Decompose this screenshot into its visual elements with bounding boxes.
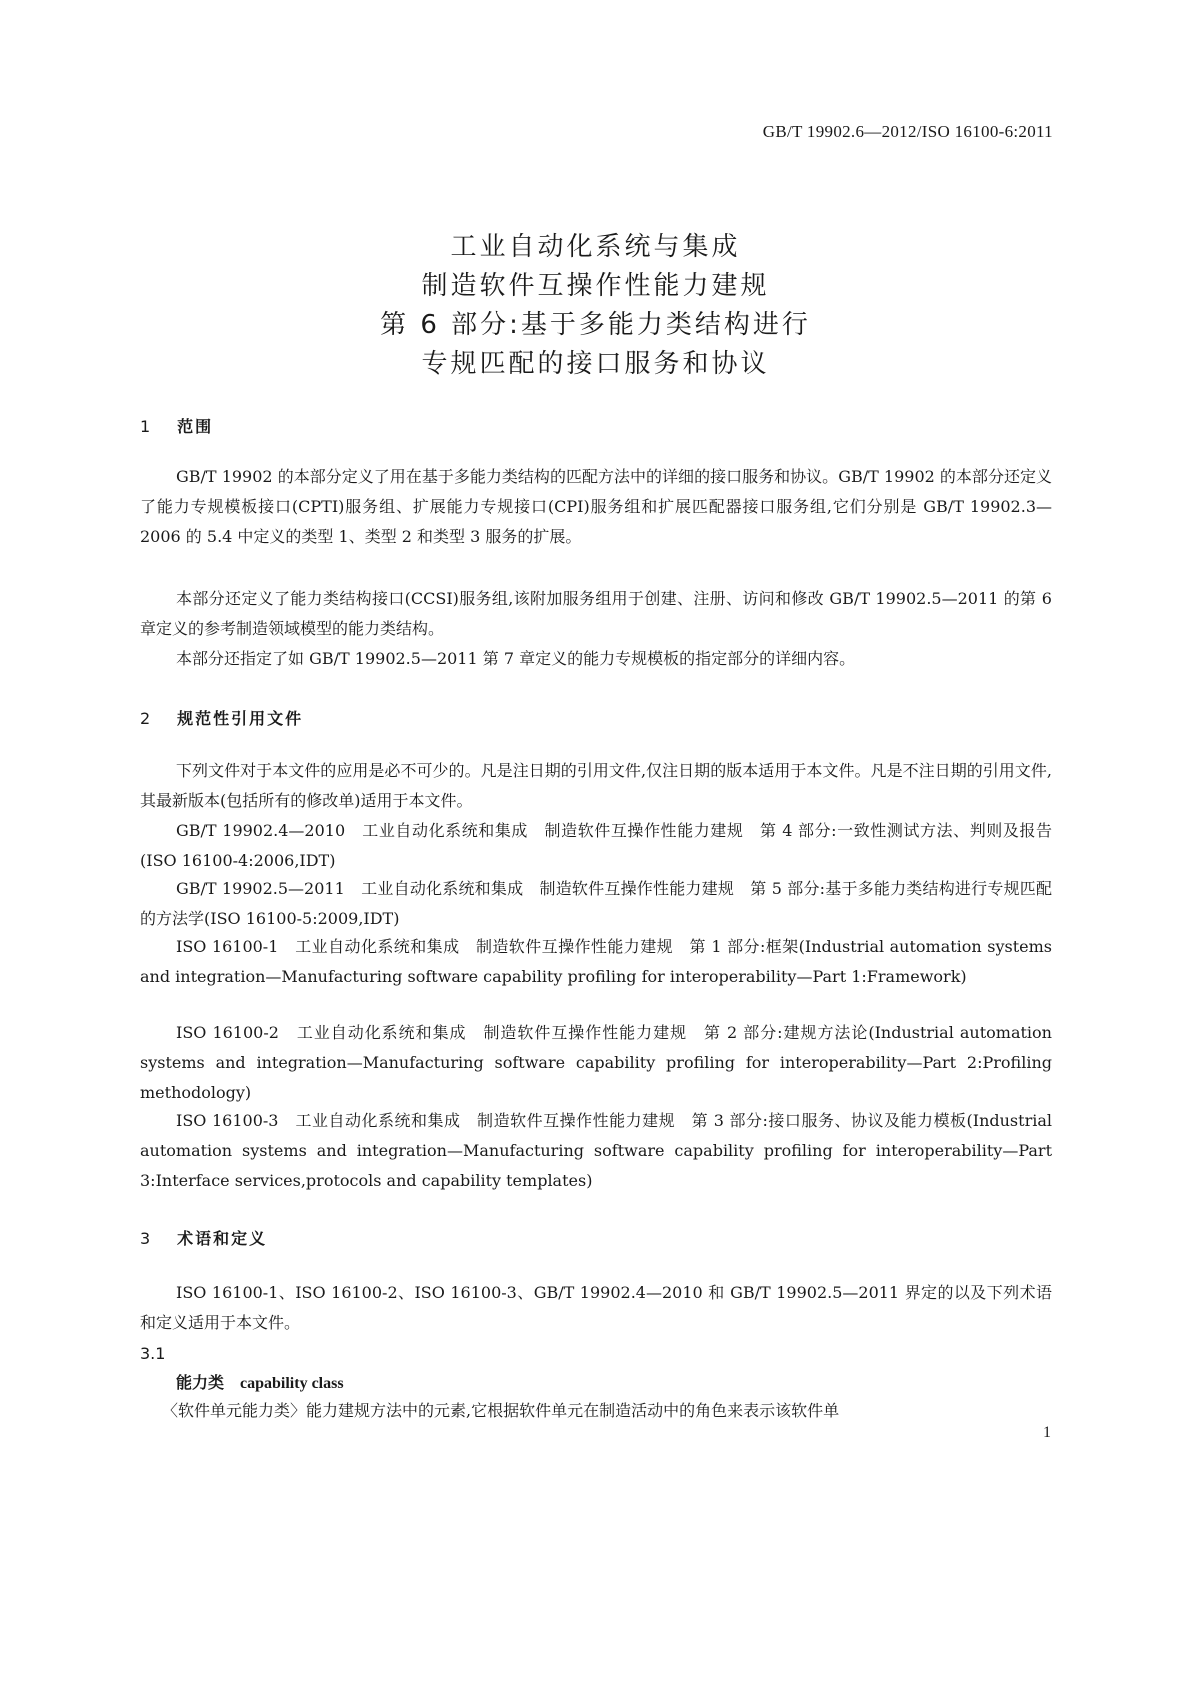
section-1-title: 范围 <box>177 417 214 436</box>
term-chinese: 能力类 <box>176 1373 225 1392</box>
document-title <box>0 228 1191 384</box>
term-definition: 〈软件单元能力类〉能力建规方法中的元素,它根据软件单元在制造活动中的角色来表示该软件单 <box>162 1401 840 1420</box>
section-1-number: 1 <box>140 417 153 436</box>
section-2-heading <box>140 706 303 729</box>
section-1-paragraph-2: 本部分还定义了能力类结构接口(CCSI)服务组,该附加服务组用于创建、注册、访问和修改 GB/T 19902.5—2011 的第 6 章定义的参考制造领域模型的能力类结构。 <box>140 589 1052 638</box>
normative-reference-4: ISO 16100-2 工业自动化系统和集成 制造软件互操作性能力建规 第 2 部分:建规方法论(Industrial automation systems and integration—Manufacturing software capability profiling for interoperability—Part 2:Profiling methodology) <box>140 1023 1052 1102</box>
term-entry <box>176 1370 344 1393</box>
section-3-heading <box>140 1226 267 1249</box>
standard-number-header: GB/T 19902.6—2012/ISO 16100-6:2011 <box>762 122 1053 141</box>
section-2-title: 规范性引用文件 <box>177 709 304 728</box>
page-number: 1 <box>1043 1424 1051 1441</box>
title-line-4: 专规匹配的接口服务和协议 <box>421 349 770 379</box>
normative-reference-1: GB/T 19902.4—2010 工业自动化系统和集成 制造软件互操作性能力建规 第 4 部分:一致性测试方法、判则及报告(ISO 16100-4:2006,IDT) <box>140 821 1052 870</box>
section-1-paragraph-3: 本部分还指定了如 GB/T 19902.5—2011 第 7 章定义的能力专规模板的指定部分的详细内容。 <box>176 649 856 668</box>
section-1-paragraph-1: GB/T 19902 的本部分定义了用在基于多能力类结构的匹配方法中的详细的接口服务和协议。GB/T 19902 的本部分还定义了能力专规模板接口(CPTI)服务组、扩展能力专规接口(CPI)服务组和扩展匹配器接口服务组,它们分别是 GB/T 19902.3—2006 的 5.4 中定义的类型 1、类型 2 和类型 3 服务的扩展。 <box>140 467 1052 546</box>
title-line-2: 制造软件互操作性能力建规 <box>421 271 770 301</box>
section-3-number: 3 <box>140 1229 153 1248</box>
term-number: 3.1 <box>140 1344 166 1363</box>
section-3-title: 术语和定义 <box>177 1229 268 1248</box>
section-1-heading <box>140 414 213 437</box>
section-2-intro: 下列文件对于本文件的应用是必不可少的。凡是注日期的引用文件,仅注日期的版本适用于本文件。凡是不注日期的引用文件,其最新版本(包括所有的修改单)适用于本文件。 <box>140 761 1052 810</box>
title-line-3: 第 6 部分:基于多能力类结构进行 <box>380 310 811 340</box>
section-2-number: 2 <box>140 709 153 728</box>
term-english: capability class <box>240 1375 344 1392</box>
section-3-intro: ISO 16100-1、ISO 16100-2、ISO 16100-3、GB/T 19902.4—2010 和 GB/T 19902.5—2011 界定的以及下列术语和定义适用于本文件。 <box>140 1283 1052 1332</box>
normative-reference-5: ISO 16100-3 工业自动化系统和集成 制造软件互操作性能力建规 第 3 部分:接口服务、协议及能力模板(Industrial automation systems and integration—Manufacturing software capability profiling for interoperability—Part 3:Interface services,protocols and capability templates) <box>140 1111 1052 1190</box>
normative-reference-2: GB/T 19902.5—2011 工业自动化系统和集成 制造软件互操作性能力建规 第 5 部分:基于多能力类结构进行专规匹配的方法学(ISO 16100-5:2009,IDT) <box>140 879 1052 928</box>
normative-reference-3: ISO 16100-1 工业自动化系统和集成 制造软件互操作性能力建规 第 1 部分:框架(Industrial automation systems and integration—Manufacturing software capability profiling for interoperability—Part 1:Framework) <box>140 937 1052 986</box>
title-line-1: 工业自动化系统与集成 <box>450 232 741 262</box>
